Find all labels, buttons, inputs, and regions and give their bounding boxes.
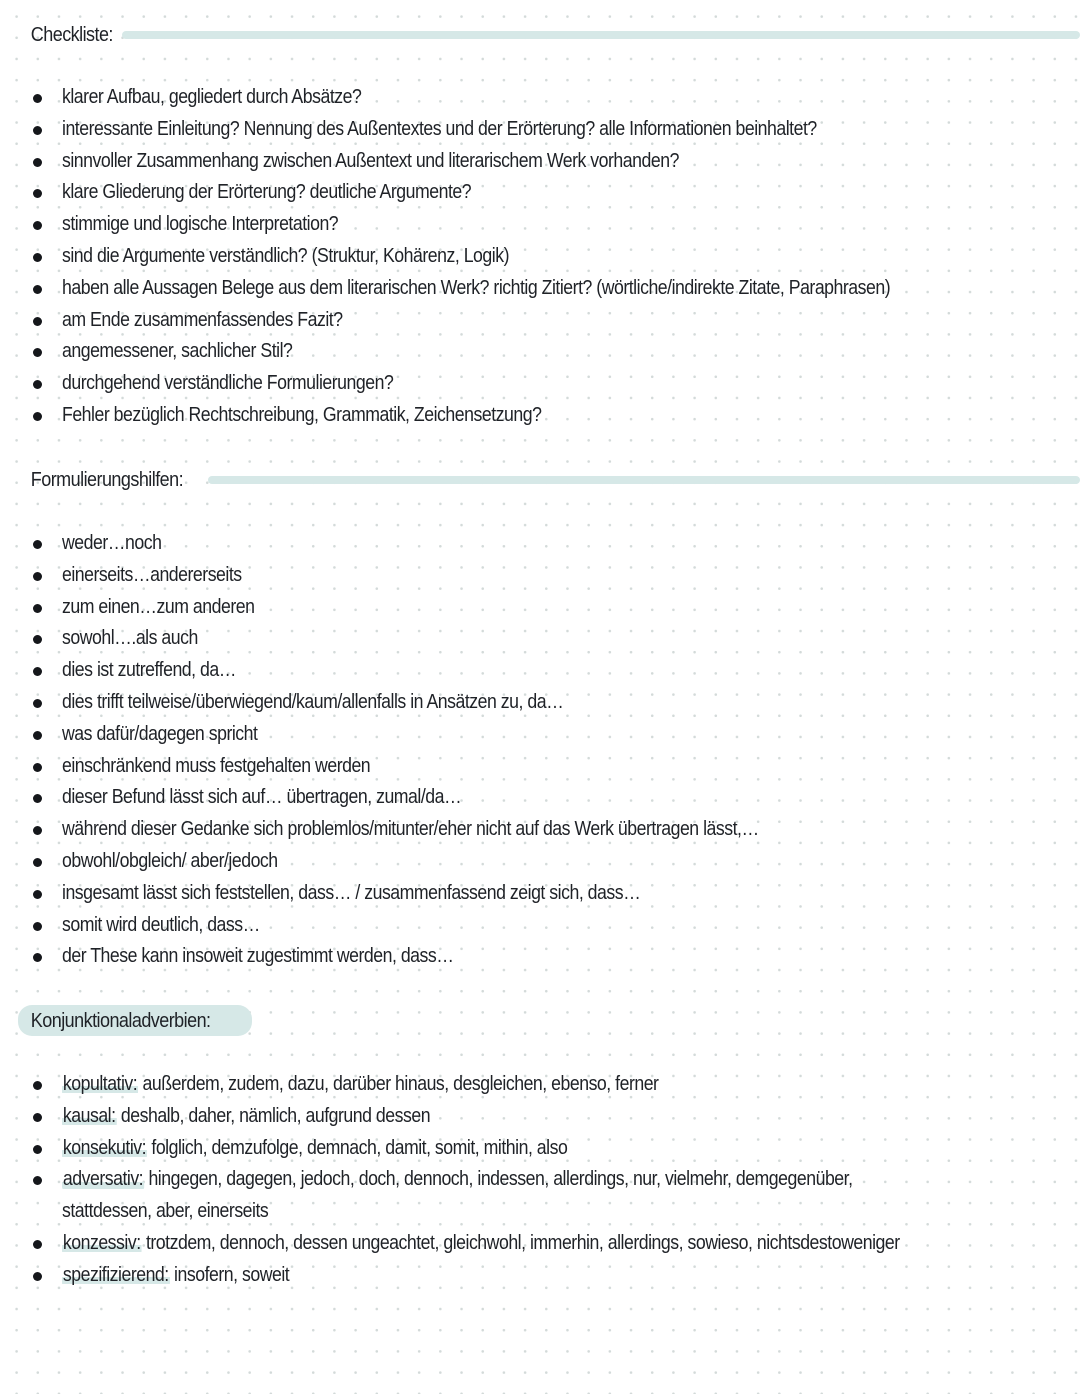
bullet-dot-icon (33, 126, 42, 135)
phrase-item (0, 592, 1080, 624)
phrase-item (0, 751, 1080, 783)
bullet-dot-icon (33, 890, 42, 899)
adverb-item (0, 1101, 1080, 1133)
phrase-item (0, 560, 1080, 592)
bullet-dot-icon (33, 94, 42, 103)
checklist-item-text: klarer Aufbau, gegliedert durch Absätze? (62, 86, 362, 108)
phrase-item-text: dies ist zutreffend, da… (62, 659, 236, 682)
bullet-dot-icon (33, 763, 42, 772)
checklist-item-text: durchgehend verständliche Formulierungen? (62, 372, 394, 395)
phrase-item (0, 941, 1080, 973)
bullet-dot-icon (33, 826, 42, 835)
phrase-item-text: dies trifft teilweise/überwiegend/kaum/allenfalls in Ansätzen zu, da… (62, 690, 564, 713)
phrase-item-text: einerseits…andererseits (62, 563, 242, 586)
bullet-dot-icon (33, 412, 42, 421)
formulierungshilfen-list (0, 528, 1080, 973)
phrase-item (0, 719, 1080, 751)
adverb-category: kausal: (62, 1104, 116, 1127)
checklist-item (0, 336, 1080, 368)
formulierungshilfen-heading: Formulierungshilfen: (30, 468, 184, 491)
checklist-item (0, 177, 1080, 209)
checklist-item (0, 241, 1080, 273)
checklist-item-text: angemessener, sachlicher Stil? (62, 340, 293, 363)
phrase-item (0, 814, 1080, 846)
adverb-examples: insofern, soweit (169, 1263, 290, 1286)
bullet-dot-icon (33, 1113, 42, 1122)
adverb-category: konsekutiv: (62, 1136, 147, 1159)
checkliste-heading: Checkliste: (30, 23, 113, 46)
checklist-item-text: stimmige und logische Interpretation? (62, 213, 339, 236)
bullet-dot-icon (33, 253, 42, 262)
checklist-item-text: klare Gliederung der Erörterung? deutliche Argumente? (62, 181, 472, 204)
adverb-item-text (62, 1101, 430, 1133)
bullet-dot-icon (33, 348, 42, 357)
checklist-item (0, 82, 1080, 114)
checkliste-list (0, 82, 1080, 432)
phrase-item-text: sowohl….als auch (62, 627, 198, 650)
bullet-dot-icon (33, 189, 42, 198)
bullet-dot-icon (33, 1272, 42, 1281)
phrase-item-text: weder…noch (62, 532, 162, 554)
phrase-item (0, 528, 1080, 560)
bullet-dot-icon (33, 221, 42, 230)
adverb-category: kopultativ: (62, 1073, 138, 1095)
checklist-item-text: Fehler bezüglich Rechtschreibung, Grammatik, Zeichensetzung? (62, 403, 542, 426)
bullet-dot-icon (33, 380, 42, 389)
bullet-dot-icon (33, 922, 42, 931)
bullet-dot-icon (33, 158, 42, 167)
phrase-item-text: insgesamt lässt sich feststellen, dass… / zusammenfassend zeigt sich, dass… (62, 881, 641, 904)
bullet-dot-icon (33, 858, 42, 867)
checkliste-heading-underline (122, 31, 1080, 39)
bullet-dot-icon (33, 540, 42, 549)
checklist-item-text: am Ende zusammenfassendes Fazit? (62, 308, 343, 331)
phrase-item-text: was dafür/dagegen spricht (62, 722, 258, 745)
checklist-item-text: sinnvoller Zusammenhang zwischen Außentext und literarischem Werk vorhanden? (62, 149, 679, 172)
adverb-examples: außerdem, zudem, dazu, darüber hinaus, desgleichen, ebenso, ferner (138, 1073, 659, 1095)
checklist-item-text: haben alle Aussagen Belege aus dem literarischen Werk? richtig Zitiert? (wörtliche/indirekte Zitate, Paraphrasen) (62, 276, 891, 299)
checklist-item (0, 400, 1080, 432)
bullet-dot-icon (33, 1081, 42, 1090)
adverb-category: konzessiv: (62, 1231, 141, 1254)
bullet-dot-icon (33, 1176, 42, 1185)
checklist-item (0, 305, 1080, 337)
adverb-item (0, 1228, 1080, 1260)
phrase-item-text: obwohl/obgleich/ aber/jedoch (62, 849, 278, 872)
adverb-item-text (62, 1164, 853, 1228)
checklist-item (0, 273, 1080, 305)
bullet-dot-icon (33, 572, 42, 581)
bullet-dot-icon (33, 1145, 42, 1154)
bullet-dot-icon (33, 953, 42, 962)
adverb-item-text (62, 1133, 567, 1165)
bullet-dot-icon (33, 604, 42, 613)
phrase-item (0, 846, 1080, 878)
checklist-item-text: interessante Einleitung? Nennung des Außentextes und der Erörterung? alle Informationen beinhaltet? (62, 117, 817, 140)
phrase-item (0, 910, 1080, 942)
phrase-item (0, 655, 1080, 687)
adverb-item-text (62, 1260, 289, 1292)
phrase-item-text: zum einen…zum anderen (62, 595, 255, 618)
adverb-item-text (62, 1228, 900, 1260)
bullet-dot-icon (33, 667, 42, 676)
konjunktionaladverbien-list (0, 1069, 1080, 1292)
phrase-item (0, 623, 1080, 655)
adverb-item (0, 1133, 1080, 1165)
adverb-category: spezifizierend: (62, 1263, 169, 1286)
phrase-item-text: dieser Befund lässt sich auf… übertragen, zumal/da… (62, 786, 462, 809)
formulierungshilfen-heading-row (20, 465, 207, 495)
bullet-dot-icon (33, 731, 42, 740)
adverb-examples: deshalb, daher, nämlich, aufgrund dessen (116, 1104, 431, 1127)
adverb-item (0, 1069, 1080, 1101)
checklist-item-text: sind die Argumente verständlich? (Struktur, Kohärenz, Logik) (62, 244, 509, 267)
adverb-item (0, 1260, 1080, 1292)
adverb-item (0, 1164, 1080, 1228)
phrase-item-text: einschränkend muss festgehalten werden (62, 754, 371, 777)
checklist-item (0, 368, 1080, 400)
adverb-item-text (62, 1069, 658, 1101)
bullet-dot-icon (33, 285, 42, 294)
checklist-item (0, 146, 1080, 178)
phrase-item-text: während dieser Gedanke sich problemlos/mitunter/eher nicht auf das Werk übertragen lässt,… (62, 818, 759, 841)
konjunktionaladverbien-heading: Konjunktionaladverbien: (30, 1009, 211, 1032)
adverb-examples-continuation: stattdessen, aber, einerseits (62, 1200, 269, 1223)
bullet-dot-icon (33, 317, 42, 326)
konjunktionaladverbien-heading-row (20, 1006, 238, 1036)
phrase-item (0, 878, 1080, 910)
bullet-dot-icon (33, 635, 42, 644)
bullet-dot-icon (33, 699, 42, 708)
bullet-dot-icon (33, 1240, 42, 1249)
phrase-item-text: der These kann insoweit zugestimmt werden, dass… (62, 945, 454, 968)
adverb-category: adversativ: (62, 1168, 144, 1191)
checklist-item (0, 114, 1080, 146)
phrase-item-text: somit wird deutlich, dass… (62, 913, 260, 936)
checkliste-heading-row (20, 20, 129, 50)
phrase-item (0, 782, 1080, 814)
formulierungshilfen-heading-underline (208, 476, 1080, 484)
adverb-examples: trotzdem, dennoch, dessen ungeachtet, gleichwohl, immerhin, allerdings, sowieso, nichtsdestoweniger (141, 1231, 900, 1254)
phrase-item (0, 687, 1080, 719)
bullet-dot-icon (33, 794, 42, 803)
adverb-examples: folglich, demzufolge, demnach, damit, somit, mithin, also (146, 1136, 568, 1159)
checklist-item (0, 209, 1080, 241)
adverb-examples: hingegen, dagegen, jedoch, doch, dennoch, indessen, allerdings, nur, vielmehr, demgegenüber, (144, 1168, 853, 1191)
